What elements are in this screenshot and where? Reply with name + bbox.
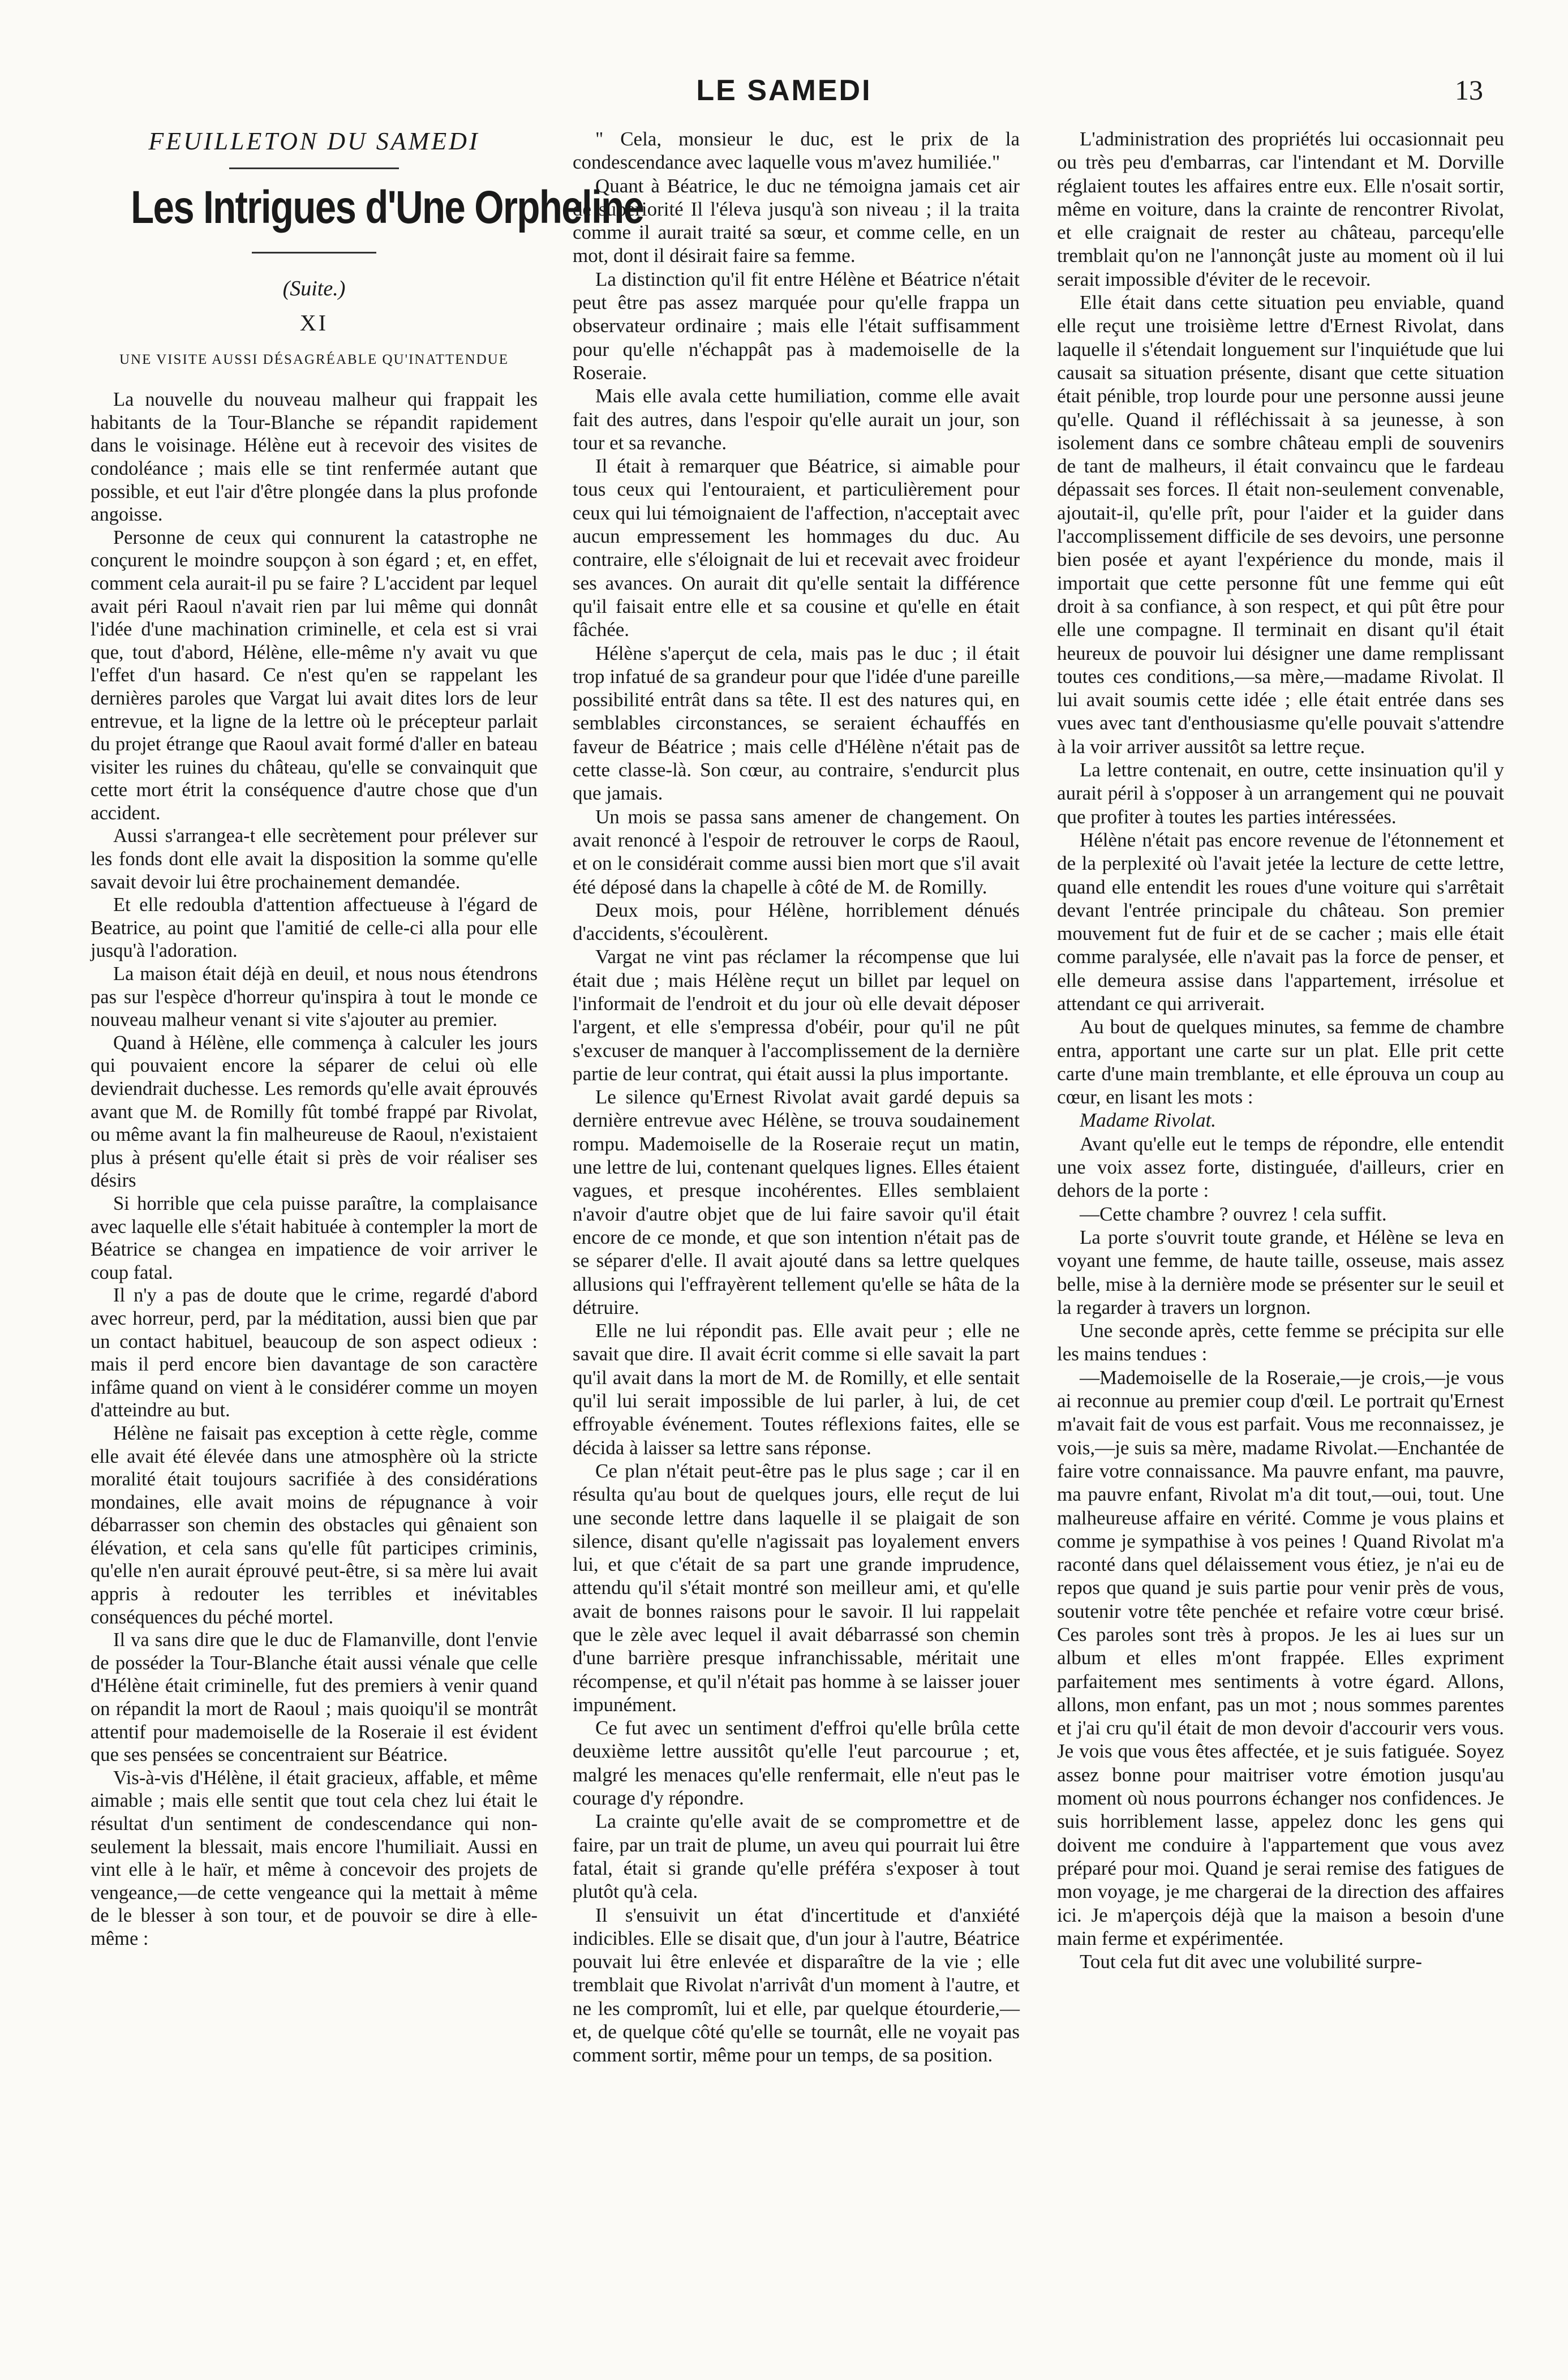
column-1 xyxy=(91,127,644,1951)
chapter-number: XI xyxy=(299,310,329,336)
paragraph: Elle était dans cette situation peu enviable, quand elle reçut une troisième lettre d'Ernest Rivolat, dans laquelle il s'étendait longuement sur l'inquiétude que lui causait sa situation présente, disant que cette situation était pénible, trop lourde pour une personne aussi jeune qu'elle. Quand il réfléchissait à sa jeunesse, à son isolement dans ce sombre château empli de souvenirs de tant de malheurs, il était convaincu que le fardeau dépassait ses forces. Il était non-seulement convenable, ajoutait-il, qu'elle prît, pour l'aider et la guider dans l'accomplissement difficile de ses devoirs, une personne bien posée et ayant l'expérience du monde, mais il importait que cette personne fût une femme qui eût droit à sa confiance, à son respect, et qui pût être pour elle une compagne. Il terminait en disant qu'il était heureux de pouvoir lui désigner une dame remplissant toutes ces conditions,—sa mère,—madame Rivolat. Il lui avait soumis cette idée ; elle était entrée dans ses vues avec tant d'enthousiasme qu'elle pouvait s'attendre à la voir arriver aussitôt sa lettre reçue. xyxy=(1057,291,1504,758)
paragraph: Tout cela fut dit avec une volubilité surpre- xyxy=(1080,1951,1422,1973)
column-body xyxy=(1057,127,1504,1109)
paragraph: Quant à Béatrice, le duc ne témoigna jamais cet air de supériorité Il l'éleva jusqu'à son niveau ; il la traita comme il aurait traité sa sœur, et comme celle, en un mot, dont il désirait faire sa femme. xyxy=(573,174,1020,267)
paragraph: Une seconde après, cette femme se précipita sur elle les mains tendues : xyxy=(1057,1320,1504,1365)
paragraph: Il n'y a pas de doute que le crime, regardé d'abord avec horreur, perd, par la méditation, aussi bien que par un contact habituel, beaucoup de son aspect odieux : mais il perd encore bien davantage de son caractère infâme quand on vient à le considérer comme un moyen d'atteindre au but. xyxy=(91,1284,538,1421)
paragraph: Mais elle avala cette humiliation, comme elle avait fait des autres, dans l'espoir qu'elle aurait un jour, son tour et sa revanche. xyxy=(573,385,1020,454)
paragraph: La lettre contenait, en outre, cette insinuation qu'il y aurait péril à s'opposer à un arrangement qui ne pouvait que profiter à toutes les parties intéressées. xyxy=(1057,759,1504,828)
paragraph: Si horrible que cela puisse paraître, la complaisance avec laquelle elle s'était habituée à contempler la mort de Béatrice se changea en impatience de voir arriver le coup fatal. xyxy=(91,1192,538,1283)
paragraph: La distinction qu'il fit entre Hélène et Béatrice n'était peut être pas assez marquée pour qu'elle frappa un observateur ordinaire ; mais elle l'était suffisamment pour qu'elle n'échappât pas à mademoiselle de la Roseraie. xyxy=(573,268,1020,384)
paragraph: —Cette chambre ? ouvrez ! cela suffit. xyxy=(1080,1202,1387,1225)
paragraph: L'administration des propriétés lui occasionnait peu ou très peu d'embarras, car l'intendant et M. Dorville réglaient toutes les affaires entre eux. Elle n'osait sortir, même en voiture, dans la crainte de rencontrer Rivolat, et elle craignait de rester au château, parcequ'elle tremblait qu'on ne l'annonçât juste au moment où il lui serait impossible d'éviter de le recevoir. xyxy=(1057,128,1504,290)
paragraph: Elle ne lui répondit pas. Elle avait peur ; elle ne savait que dire. Il avait écrit comme si elle savait la part qu'il avait dans la mort de M. de Romilly, et elle sentait qu'il lui serait impossible de lui parler, à lui, de cet effroyable événement. Toutes réflexions faites, elle se décida à laisser sa lettre sans réponse. xyxy=(573,1320,1020,1459)
paragraph: Hélène n'était pas encore revenue de l'étonnement et de la perplexité où l'avait jetée la lecture de cette lettre, quand elle entendit les roues d'une voiture qui s'arrêtait devant l'entrée principale du château. Son premier mouvement fut de fuir et de se cacher ; mais elle était comme paralysée, elle n'avait pas la force de penser, et elle demeura assise dans l'appartement, irrésolue et attendant ce qui arriverait. xyxy=(1057,828,1504,1015)
card-signature: Madame Rivolat. xyxy=(1080,1109,1217,1132)
column-body xyxy=(91,388,538,1950)
column-body-after xyxy=(1057,1132,1504,1974)
suite-label: (Suite.) xyxy=(282,277,346,301)
paragraph: Ce plan n'était peut-être pas le plus sage ; car il en résulta qu'au bout de quelques jours, elle reçut de lui une seconde lettre dans laquelle il se plaigait de son silence, disant qu'elle n'agissait pas loyalement envers lui, et que c'était de sa part une grande imprudence, attendu qu'il s'était montré son meilleur ami, et qu'elle avait de bonnes raisons pour le savoir. Il lui rappelait que le zèle avec lequel il avait débarrassé son chemin d'une barrière presque infranchissable, méritait une récompense, et qu'il n'était pas homme à se laisser jouer impunément. xyxy=(573,1459,1020,1716)
page-header xyxy=(85,74,1483,119)
paragraph: La porte s'ouvrit toute grande, et Hélène se leva en voyant une femme, de haute taille, osseuse, mais assez belle, mise à la dernière mode se présenter sur le seuil et la regarder à travers un lorgnon. xyxy=(1057,1226,1504,1318)
paragraph: Hélène s'aperçut de cela, mais pas le duc ; il était trop infatué de sa grandeur pour que l'idée d'une pareille possibilité entrât dans sa tête. Il est des natures qui, en semblables circonstances, se seraient échauffés en faveur de Béatrice ; mais celle d'Hélène n'était pas de cette classe-là. Son cœur, au contraire, s'endurcit plus que jamais. xyxy=(573,642,1020,805)
column-2 xyxy=(573,127,1020,2067)
column-3 xyxy=(1057,127,1504,1973)
paragraph: Quand à Hélène, elle commença à calculer les jours qui pouvaient encore la séparer de celui où elle deviendrait duchesse. Les remords qu'elle avait éprouvés avant que M. de Romilly fût tombé frappé par Rivolat, ou même avant la fin malheureuse de Raoul, n'existaient plus à présent qu'elle était si près de voir réaliser ses désirs xyxy=(91,1032,538,1192)
paragraph: Personne de ceux qui connurent la catastrophe ne conçurent le moindre soupçon à son égard ; et, en effet, comment cela aurait-il pu se faire ? L'accident par lequel avait péri Raoul n'avait rien par lui même qui donnât l'idée d'une machination criminelle, et cela est si vrai que, tout d'abord, Hélène, elle-même n'y avait vu que l'effet d'un hasard. Ce n'est qu'en se rappelant les dernières paroles que Vargat lui avait dites lors de leur entrevue, et la ligne de la lettre où le précepteur parlait du projet étrange que Raoul avait formé d'aller en bateau visiter les ruines du château, qu'elle se convainquit que cette mort étrit la conséquence d'autre chose que d'un accident. xyxy=(91,526,538,824)
page-number: 13 xyxy=(1455,74,1483,106)
paragraph: Deux mois, pour Hélène, horriblement dénués d'accidents, s'écoulèrent. xyxy=(573,899,1020,945)
paragraph: Il va sans dire que le duc de Flamanville, dont l'envie de posséder la Tour-Blanche était aussi vénale que celle d'Hélène était criminelle, fut des premiers à venir quand on répandit la mort de Raoul ; mais quoiqu'il se montrât attentif pour mademoiselle de la Roseraie il est évident que ses pensées se concentraient sur Béatrice. xyxy=(91,1629,538,1766)
paragraph: Le silence qu'Ernest Rivolat avait gardé depuis sa dernière entrevue avec Hélène, se trouva soudainement rompu. Mademoiselle de la Roseraie reçut un matin, une lettre de lui, contenant quelques lignes. Elles étaient vagues, et presque incohérentes. Elles semblaient n'avoir d'autre objet que de lui faire savoir qu'il était encore de ce monde, et que son intention n'était pas de se séparer d'elle. Il avait ajouté dans sa lettre quelques allusions qui l'effrayèrent tellement qu'elle se hâta de la détruire. xyxy=(573,1086,1020,1318)
paragraph: —Mademoiselle de la Roseraie,—je crois,—je vous ai reconnue au premier coup d'œil. Le portrait qu'Ernest m'avait fait de vous est parfait. Vous me reconnaissez, je vois,—je suis sa mère, madame Rivolat.—Enchantée de faire votre connaissance. Ma pauvre enfant, ma pauvre, ma pauvre enfant, Rivolat m'a dit tout,—oui, tout. Une malheureuse affaire en vérité. Comme je vous plains et comme je sympathise à vos peines ! Quand Rivolat m'a raconté dans quel délaissement vous étiez, je n'ai eu de repos que quand je suis partie pour venir près de vous, soutenir votre tête penchée et refaire votre cœur brisé. Ces paroles sont très à propos. Je les ai lues sur un album et elles m'ont frappée. Elles expriment parfaitement mes sentiments à votre égard. Allons, allons, mon enfant, pas un mot ; nous sommes parentes et j'ai cru qu'il était de mon devoir d'accourir vers vous. Je vois que vous êtes affectée, et je suis fatiguée. Soyez assez bonne pour maitriser votre émotion jusqu'au moment où nous pourrons échanger nos confidences. Je suis horriblement lasse, appelez donc les gens qui doivent me conduire à l'appartement que vous avez préparé pour moi. Quand je serai remise des fatigues de mon voyage, je me chargerai de la direction des affaires ici. Je m'aperçois déjà que la maison a besoin d'une main ferme et expérimentée. xyxy=(1057,1366,1504,1949)
paragraph: Un mois se passa sans amener de changement. On avait renoncé à l'espoir de retrouver le corps de Raoul, et on le considérait comme aussi bien mort que s'il avait été déposé dans la chapelle à côté de M. de Romilly. xyxy=(573,805,1020,898)
paragraph: La crainte qu'elle avait de se compromettre et de faire, par un trait de plume, un aveu qui pourrait lui être fatal, était si grande qu'elle préféra s'exposer à tout plutôt qu'à cela. xyxy=(573,1810,1020,1903)
paragraph: La nouvelle du nouveau malheur qui frappait les habitants de la Tour-Blanche se répandit rapidement dans le voisinage. Hélène eut à recevoir des visites de condoléance ; mais elle se tint renfermée autant que possible, et eut l'air d'être plongée dans la plus profonde angoisse. xyxy=(91,389,538,526)
paragraph: La maison était déjà en deuil, et nous nous étendrons pas sur l'espèce d'horreur qu'inspira à tout le monde ce nouveau malheur venant si vite s'ajouter au premier. xyxy=(91,963,538,1031)
column-body xyxy=(573,127,1020,2067)
paragraph: Vis-à-vis d'Hélène, il était gracieux, affable, et même aimable ; mais elle sentit que tout cela chez lui était le résultat d'un sentiment de condescendance qui non-seulement la blessait, mais encore l'humiliait. Aussi en vint elle à le haïr, et même à concevoir des projets de vengeance,—de cette vengeance qui la mettait à même de le blesser à son tour, et de pouvoir se dire à elle-même : xyxy=(91,1767,538,1949)
paragraph: Aussi s'arrangea-t elle secrètement pour prélever sur les fonds dont elle avait la disposition la somme qu'elle savait devoir lui être prochainement demandée. xyxy=(91,825,538,893)
paragraph: Vargat ne vint pas réclamer la récompense que lui était due ; mais Hélène reçut un billet par lequel on l'informait de l'endroit et du jour où elle devait déposer l'argent, et elle s'empressa d'obéir, pour qu'il ne pût s'excuser de manquer à l'accomplissement de la dernière partie de leur contrat, qui était aussi la plus importante. xyxy=(573,946,1020,1085)
feuilleton-heading: FEUILLETON DU SAMEDI xyxy=(148,127,480,155)
paragraph: Hélène ne faisait pas exception à cette règle, comme elle avait été élevée dans une atmosphère où la stricte moralité était toujours sacrifiée à des considérations mondaines, elle avait moins de répugnance à voir débarrasser son chemin des obstacles qui gênaient son élévation, et cela sans qu'elle fût participes criminis, qu'elle n'en aurait éprouvé peut-être, si sa mère lui avait appris à redouter les terribles et inévitables conséquences du péché mortel. xyxy=(91,1422,538,1628)
paragraph: Il s'ensuivit un état d'incertitude et d'anxiété indicibles. Elle se disait que, d'un jour à l'autre, Béatrice pouvait lui être enlevée et disparaître de la vie ; elle tremblait que Rivolat n'arrivât d'un moment à l'autre, et ne les compromît, lui et elle, par quelque étourderie,—et, de quelque côté qu'elle se tournât, elle ne voyait pas comment sortir, même pour un temps, de sa position. xyxy=(573,1904,1020,2067)
paragraph: Et elle redoubla d'attention affectueuse à l'égard de Beatrice, au point que l'amitié de celle-ci alla pour elle jusqu'à l'adoration. xyxy=(91,894,538,962)
paragraph: Avant qu'elle eut le temps de répondre, elle entendit une voix assez forte, distinguée, d'ailleurs, crier en dehors de la porte : xyxy=(1057,1132,1504,1202)
chapter-title: UNE VISITE AUSSI DÉSAGRÉABLE QU'INATTENDUE xyxy=(119,351,509,367)
paragraph: Au bout de quelques minutes, sa femme de chambre entra, apportant une carte sur un plat. Elle prit cette carte d'une main tremblante, et elle éprouva un coup au cœur, en lisant les mots : xyxy=(1057,1016,1504,1109)
divider xyxy=(252,252,376,254)
publication-title: LE SAMEDI xyxy=(696,74,872,107)
paragraph: " Cela, monsieur le duc, est le prix de la condescendance avec laquelle vous m'avez humiliée." xyxy=(573,128,1020,174)
story-title: Les Intrigues d'Une Orpheline xyxy=(131,182,644,234)
paragraph: Ce fut avec un sentiment d'effroi qu'elle brûla cette deuxième lettre aussitôt qu'elle l'eut parcourue ; et, malgré les menaces qu'elle renfermait, elle n'eut pas le courage d'y répondre. xyxy=(573,1717,1020,1810)
divider xyxy=(229,167,399,169)
paragraph: Il était à remarquer que Béatrice, si aimable pour tous ceux qui l'entouraient, et particulièrement pour ceux qui lui témoignaient de l'affection, n'acceptait avec aucun empressement les hommages du duc. Au contraire, elle s'éloignait de lui et recevait avec froideur ses avances. On aurait dit qu'elle sentait la différence qu'il faisait entre elle et sa cousine et qu'elle en était fâchée. xyxy=(573,455,1020,641)
